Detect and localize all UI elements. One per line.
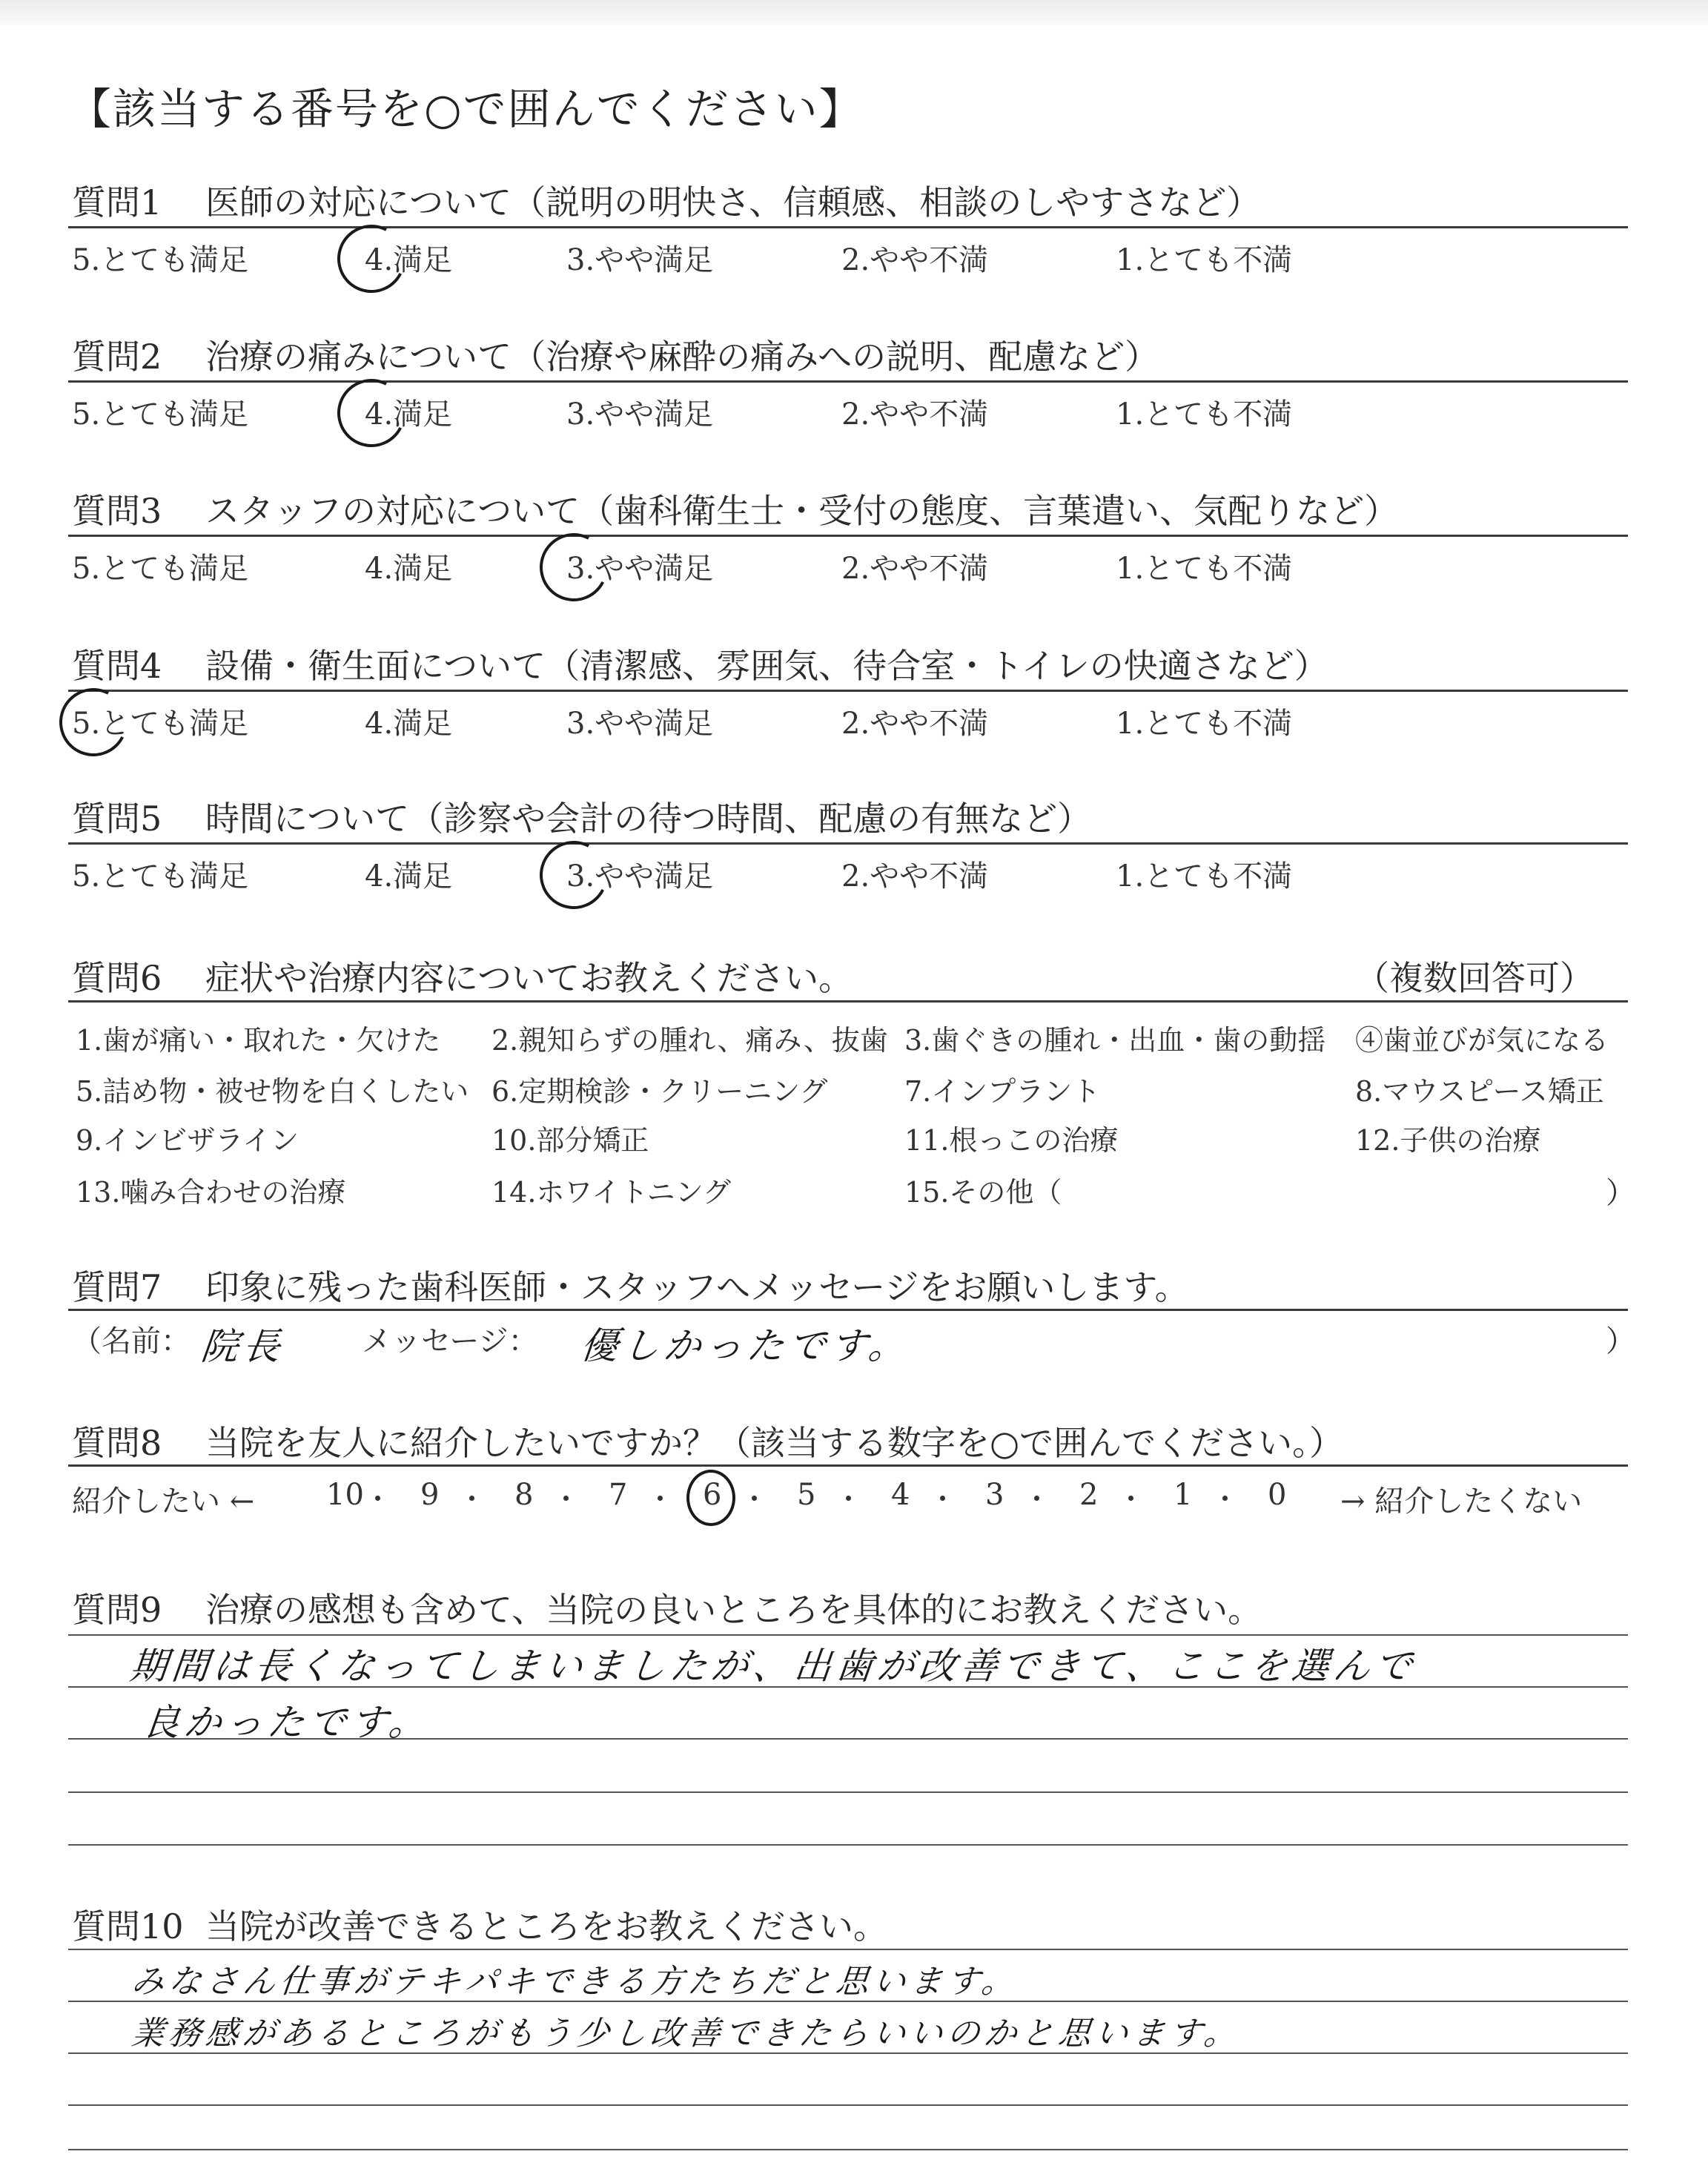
q10-title: 当院が改善できるところをお教えください。 [205,1906,887,1946]
question-title: 設備・衛生面について（清潔感、雰囲気、待合室・トイレの快適さなど） [205,646,1328,686]
q8-scale-number[interactable]: 4 [891,1478,910,1512]
q6-option[interactable]: 3.歯ぐきの腫れ・出血・歯の動揺 [904,1024,1326,1057]
q10-label: 質問10 [72,1906,184,1946]
rating-option[interactable]: 1.とても不満 [1116,397,1293,432]
q6-option[interactable]: 1.歯が痛い・取れた・欠けた [76,1024,441,1057]
question-title: 治療の痛みについて（治療や麻酔の痛みへの説明、配慮など） [205,337,1159,377]
rating-option[interactable]: 5.とても満足 [72,397,249,432]
rating-option[interactable]: 2.やや不満 [841,243,989,277]
q8-scale-dot [1128,1496,1133,1501]
q9-line [68,1634,1628,1636]
question-label: 質問1 [72,182,162,222]
q8-scale-number[interactable]: 5 [797,1478,816,1512]
question-label: 質問2 [72,337,162,377]
q6-option[interactable]: 13.噛み合わせの治療 [76,1176,346,1209]
q10-line [68,2104,1628,2106]
rating-option[interactable]: 5.とても満足 [72,552,249,586]
q6-option[interactable]: 8.マウスピース矯正 [1355,1075,1604,1108]
rating-option[interactable]: 2.やや不満 [841,707,989,741]
rating-option[interactable]: 4.満足 [365,552,453,586]
scan-top-edge [0,0,1708,25]
q8-scale-number[interactable]: 7 [609,1478,628,1512]
q7-name-label: （名前： [72,1324,191,1358]
q8-scale-number[interactable]: 8 [514,1478,534,1512]
q7-message-value: 優しかったです。 [578,1324,913,1367]
q8-title: 当院を友人に紹介したいですか？（該当する数字を○で囲んでください。） [205,1423,1344,1463]
q10-answer-line: 業務感があるところがもう少し改善できたらいいのかと思います。 [129,2015,1243,2052]
q9-answer-line: 期間は長くなってしまいましたが、出歯が改善できて、ここを選んで [128,1645,1419,1688]
q7-title: 印象に残った歯科医師・スタッフへメッセージをお願いします。 [205,1267,1189,1307]
selection-circle-mark [531,524,617,610]
q8-scale-number[interactable]: 3 [985,1478,1004,1512]
q7-rule [68,1309,1628,1311]
q8-scale-number[interactable]: 6 [703,1478,722,1512]
q7-message-label: メッセージ： [362,1324,538,1358]
q8-scale-dot [1034,1496,1039,1501]
rating-option[interactable]: 2.やや不満 [841,397,989,432]
q8-scale-number[interactable]: 1 [1174,1478,1193,1512]
q6-option[interactable]: 10.部分矯正 [491,1124,649,1157]
q9-title: 治療の感想も含めて、当院の良いところを具体的にお教えください。 [205,1590,1262,1630]
q6-note: （複数回答可） [1355,958,1594,998]
q10-line [68,2149,1628,2150]
rating-option[interactable]: 1.とても不満 [1116,707,1293,741]
q8-right-label: → 紹介したくない [1340,1484,1583,1519]
q8-left-label: 紹介したい ← [72,1484,255,1519]
rating-option[interactable]: 3.やや満足 [566,243,714,277]
q9-line [68,1844,1628,1846]
rating-option[interactable]: 4.満足 [365,397,453,432]
q6-label: 質問6 [72,958,162,998]
q9-answer-line: 良かったです。 [140,1701,433,1744]
rating-option[interactable]: 3.やや満足 [566,707,714,741]
q8-scale-number[interactable]: 10 [326,1478,364,1512]
selection-circle-mark [531,832,617,918]
q8-scale-dot [1222,1496,1228,1501]
question-label: 質問3 [72,491,162,531]
q8-scale-number[interactable]: 2 [1079,1478,1099,1512]
question-label: 質問4 [72,646,162,686]
q8-rule [68,1464,1628,1467]
q8-scale-number[interactable]: 0 [1268,1478,1287,1512]
q6-other-close: ） [1606,1176,1635,1210]
q6-title: 症状や治療内容についてお教えください。 [205,958,853,998]
rating-option[interactable]: 4.満足 [365,243,453,277]
q8-scale-dot [658,1496,663,1501]
q8-selection-circle-mark [686,1470,735,1526]
q6-rule [68,1000,1628,1003]
q10-line [68,1949,1628,1950]
q6-option[interactable]: 6.定期検診・クリーニング [491,1075,828,1108]
question-rule [68,842,1628,845]
q8-scale-dot [846,1496,851,1501]
q7-name-value: 院長 [199,1325,287,1368]
q10-answer-line: みなさん仕事がテキパキできる方たちだと思います。 [129,1963,1021,2001]
q8-scale-dot [940,1496,945,1501]
q7-close: ） [1606,1324,1635,1358]
rating-option[interactable]: 1.とても不満 [1116,859,1293,894]
selection-circle-mark [328,370,414,456]
rating-option[interactable]: 2.やや不満 [841,859,989,894]
page-title: 【該当する番号を○で囲んでください】 [68,84,864,134]
rating-option[interactable]: 2.やや不満 [841,552,989,586]
q6-option[interactable]: 5.詰め物・被せ物を白くしたい [76,1075,469,1108]
selection-circle-mark [328,216,414,302]
q6-option[interactable]: 9.インビザライン [76,1124,299,1157]
rating-option[interactable]: 5.とても満足 [72,707,249,741]
q8-scale-dot [469,1496,474,1501]
rating-option[interactable]: 5.とても満足 [72,243,249,277]
q8-scale-dot [563,1496,569,1501]
rating-option[interactable]: 5.とても満足 [72,859,249,894]
q6-option[interactable]: 11.根っこの治療 [904,1124,1119,1157]
question-rule [68,226,1628,228]
q8-scale-dot [375,1496,380,1501]
rating-option[interactable]: 3.やや満足 [566,859,714,894]
q6-option[interactable]: 14.ホワイトニング [491,1176,732,1209]
q7-label: 質問7 [72,1267,162,1307]
q8-label: 質問8 [72,1423,162,1463]
q6-option[interactable]: ④歯並びが気になる [1355,1024,1609,1057]
q6-option[interactable]: 15.その他（ [904,1176,1062,1209]
q8-scale-number[interactable]: 9 [420,1478,440,1512]
rating-option[interactable]: 3.やや満足 [566,397,714,432]
q9-line [68,1791,1628,1793]
question-title: 医師の対応について（説明の明快さ、信頼感、相談のしやすさなど） [205,182,1261,222]
question-rule [68,690,1628,692]
question-title: 時間について（診察や会計の待つ時間、配慮の有無など） [205,799,1092,839]
rating-option[interactable]: 4.満足 [365,859,453,894]
q8-scale-dot [752,1496,757,1501]
q9-label: 質問9 [72,1590,162,1630]
q6-option[interactable]: 2.親知らずの腫れ、痛み、抜歯 [491,1024,888,1057]
q6-option[interactable]: 7.インプラント [904,1075,1101,1108]
question-rule [68,380,1628,383]
rating-option[interactable]: 3.やや満足 [566,552,714,586]
q6-option[interactable]: 12.子供の治療 [1355,1124,1541,1157]
question-rule [68,535,1628,537]
selection-circle-mark [50,679,136,765]
question-label: 質問5 [72,799,162,839]
rating-option[interactable]: 4.満足 [365,707,453,741]
rating-option[interactable]: 1.とても不満 [1116,243,1293,277]
rating-option[interactable]: 1.とても不満 [1116,552,1293,586]
question-title: スタッフの対応について（歯科衛生士・受付の態度、言葉遣い、気配りなど） [205,491,1399,531]
